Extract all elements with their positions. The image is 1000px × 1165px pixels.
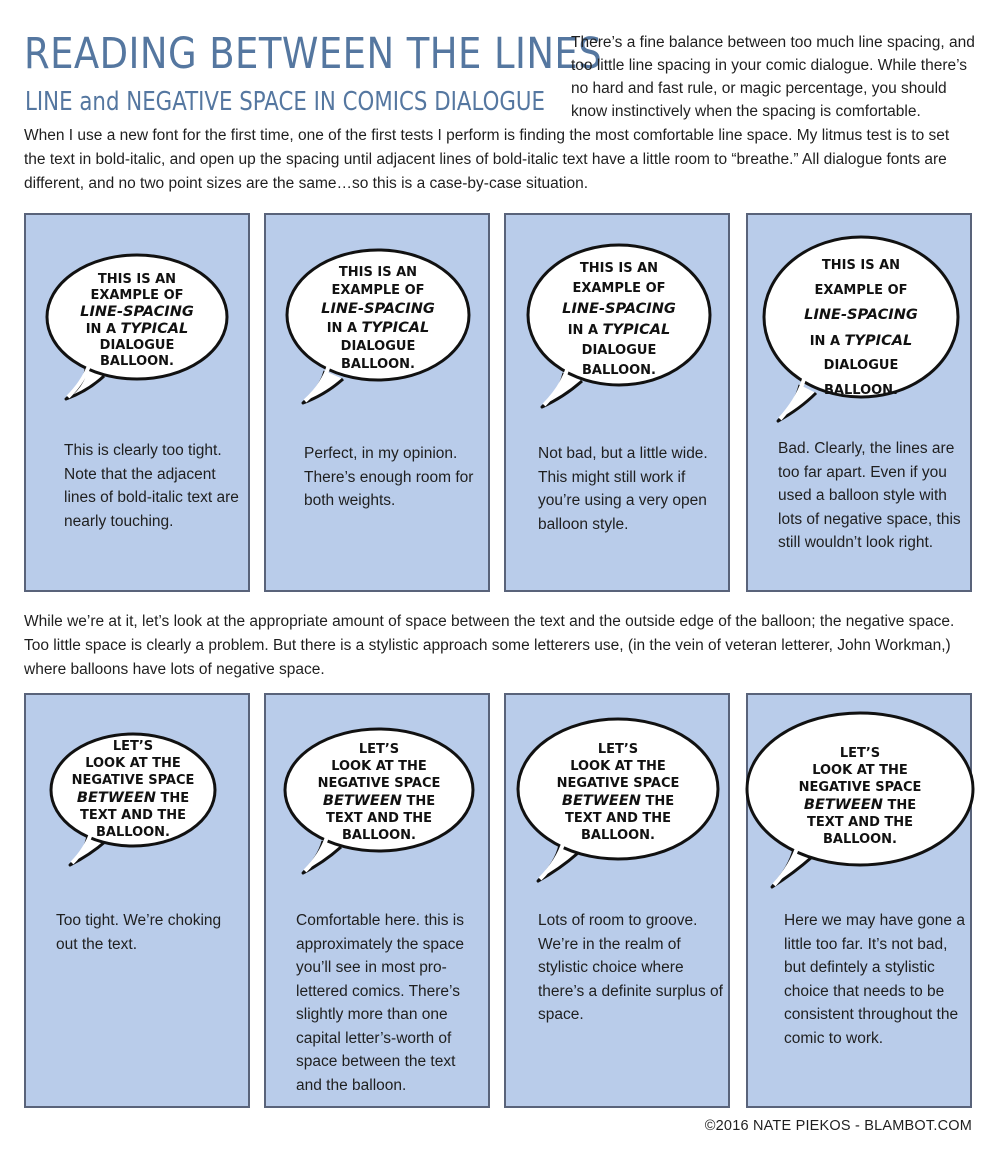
panel-line-spacing-4	[746, 213, 972, 592]
balloon-line: IN A	[809, 333, 845, 349]
balloon-text	[281, 741, 477, 844]
balloon-line: IN A	[567, 323, 603, 338]
speech-balloon	[760, 231, 962, 423]
balloon-text	[514, 741, 722, 844]
balloon-line: DIALOGUE	[340, 339, 416, 354]
speech-balloon	[524, 241, 714, 409]
panel-line-spacing-1	[24, 213, 250, 592]
balloon-line-emphasis: BETWEEN	[322, 792, 402, 809]
speech-balloon	[44, 251, 230, 401]
balloon-text	[524, 259, 714, 381]
panel-line-spacing-3	[504, 213, 730, 592]
balloon-line: THE	[882, 798, 917, 813]
balloon-line: BALLOON.	[581, 828, 655, 843]
page-subtitle: LINE and NEGATIVE SPACE IN COMICS DIALOGUE	[25, 87, 545, 117]
balloon-text	[760, 254, 962, 403]
balloon-line: BALLOON.	[100, 354, 174, 369]
balloon-line-emphasis: LINE-SPACING	[804, 306, 918, 323]
balloon-line: BALLOON.	[823, 832, 897, 847]
panel-caption: Perfect, in my opinion. There’s enough room for both weights.	[304, 445, 474, 509]
balloon-line-emphasis: LINE-SPACING	[321, 300, 435, 317]
balloon-line: DIALOGUE	[581, 343, 657, 358]
panel-caption: Comfortable here. this is approximately the space you’ll see in most pro-lettered comics. There’s slightly more than one capital letter’s-worth of space between the text and the balloon.	[296, 912, 465, 1094]
balloon-line: BALLOON.	[342, 828, 416, 843]
balloon-line: THE	[155, 791, 190, 806]
balloon-line: EXAMPLE OF	[331, 283, 425, 298]
copyright-credit: ©2016 NATE PIEKOS - BLAMBOT.COM	[704, 1118, 972, 1134]
balloon-line: BALLOON.	[341, 357, 415, 372]
balloon-text	[44, 272, 230, 370]
balloon-line: THIS IS AN	[97, 272, 177, 287]
balloon-line-emphasis: BETWEEN	[76, 789, 156, 806]
balloon-line: THE	[640, 794, 675, 809]
balloon-line-emphasis: BETWEEN	[561, 792, 641, 809]
balloon-line-emphasis: TYPICAL	[602, 321, 671, 338]
intro-paragraph: There’s a fine balance between too much line spacing, and too little line spacing in your comic dialogue. While there’s no hard and fast rule, or magic percentage, you should know instinctively when the spacing is comfortable.	[571, 34, 975, 120]
balloon-text	[283, 264, 473, 374]
balloon-line: NEGATIVE SPACE	[317, 776, 441, 791]
balloon-line: NEGATIVE SPACE	[71, 773, 195, 788]
balloon-line: BALLOON.	[582, 363, 656, 378]
balloon-line-emphasis: TYPICAL	[844, 331, 913, 349]
balloon-line: THIS IS AN	[821, 258, 901, 273]
balloon-line-emphasis: BETWEEN	[803, 796, 883, 813]
body-paragraph: While we’re at it, let’s look at the appropriate amount of space between the text and the outside edge of the balloon; the negative space. Too little space is clearly a problem. But there is a stylistic approach some letterers use, (in the vein of veteran letterer, John Workman,) where balloons have lots of negative space.	[24, 613, 955, 678]
balloon-line: THIS IS AN	[579, 261, 659, 276]
balloon-line-emphasis: LINE-SPACING	[562, 300, 676, 317]
balloon-line: TEXT AND THE	[564, 811, 672, 826]
balloon-line: IN A	[326, 321, 362, 336]
balloon-line: LET’S	[358, 742, 400, 757]
speech-balloon	[283, 245, 473, 405]
balloon-line: TEXT AND THE	[79, 808, 187, 823]
balloon-line: LET’S	[839, 746, 881, 761]
balloon-line: TEXT AND THE	[806, 815, 914, 830]
panel-caption: Not bad, but a little wide. This might still work if you’re using a very open balloon style.	[538, 445, 708, 533]
balloon-line: EXAMPLE OF	[572, 281, 666, 296]
balloon-line: BALLOON.	[824, 382, 898, 398]
balloon-line-emphasis: LINE-SPACING	[80, 303, 194, 320]
balloon-text	[742, 745, 978, 848]
balloon-line: LET’S	[112, 739, 154, 754]
panel-caption: This is clearly too tight. Note that the adjacent lines of bold-italic text are nearly touching.	[64, 442, 239, 530]
balloon-line: DIALOGUE	[99, 338, 175, 353]
balloon-line: BALLOON.	[96, 825, 170, 840]
balloon-line: LOOK AT THE	[85, 756, 181, 771]
balloon-text	[48, 738, 218, 841]
balloon-line: THIS IS AN	[338, 265, 418, 280]
balloon-line: IN A	[85, 322, 121, 337]
body-paragraph: When I use a new font for the first time, one of the first tests I perform is finding the most comfortable line space. My litmus test is to set the text in bold-italic, and open up the spacing until adjacent lines of bold-italic text have a little room to “breathe.” All dialogue fonts are different, and no two point sizes are the same…so this is a case-by-case situation.	[24, 127, 950, 192]
panel-negative-space-1	[24, 693, 250, 1108]
balloon-line-emphasis: TYPICAL	[120, 320, 189, 337]
panel-negative-space-2	[264, 693, 490, 1108]
balloon-line: TEXT AND THE	[325, 811, 433, 826]
balloon-line: EXAMPLE OF	[90, 288, 184, 303]
balloon-line: LET’S	[597, 742, 639, 757]
balloon-line: DIALOGUE	[823, 358, 899, 373]
panel-line-spacing-2	[264, 213, 490, 592]
balloon-line-emphasis: TYPICAL	[361, 319, 430, 336]
panel-caption: Lots of room to groove. We’re in the realm of stylistic choice where there’s a definite surplus of space.	[538, 912, 723, 1023]
panel-negative-space-4	[746, 693, 972, 1108]
balloon-line: NEGATIVE SPACE	[798, 780, 922, 795]
panel-caption: Here we may have gone a little too far. It’s not bad, but defintely a stylistic choice that needs to be consistent throughout the comic to work.	[784, 912, 965, 1047]
balloon-line: LOOK AT THE	[812, 763, 908, 778]
balloon-line: EXAMPLE OF	[814, 282, 908, 298]
panel-caption: Too tight. We’re choking out the text.	[56, 912, 222, 953]
balloon-line: LOOK AT THE	[570, 759, 666, 774]
balloon-line: THE	[401, 794, 436, 809]
speech-balloon	[48, 729, 218, 867]
speech-balloon	[281, 725, 477, 875]
balloon-line: LOOK AT THE	[331, 759, 427, 774]
panel-negative-space-3	[504, 693, 730, 1108]
speech-balloon	[514, 715, 722, 883]
balloon-line: NEGATIVE SPACE	[556, 776, 680, 791]
panel-caption: Bad. Clearly, the lines are too far apart. Even if you used a balloon style with lots of negative space, this still wouldn’t look right.	[778, 440, 961, 551]
page-title: READING BETWEEN THE LINES	[24, 29, 603, 79]
speech-balloon	[742, 709, 978, 889]
